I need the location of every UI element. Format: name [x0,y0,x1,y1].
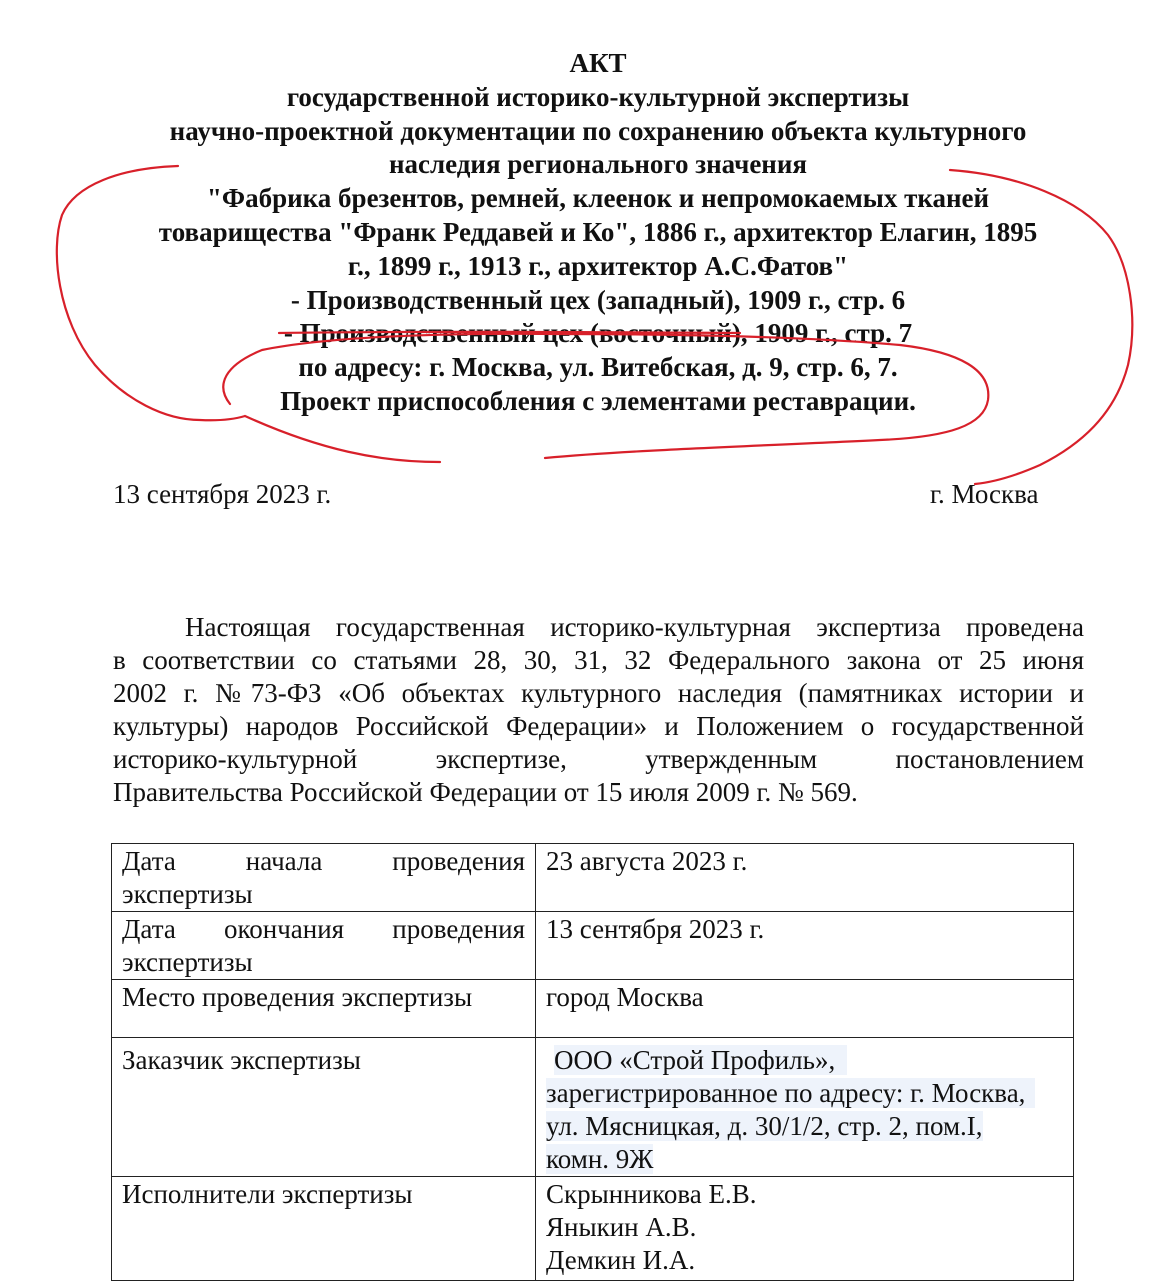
start-date-value: 23 августа 2023 г. [536,844,1074,912]
label-text: Дата начала проведения [122,846,525,876]
end-date-value: 13 сентября 2023 г. [536,912,1074,980]
title-line-project: Проект приспособления с элементами реставрации. [280,385,916,416]
act-title: АКТ [569,48,627,78]
customer-address: комн. 9Ж [546,1144,654,1174]
paragraph-line: культуры) народов Российской Федерации» и Положением о государственной [113,711,1084,741]
paragraph-line: 2002 г. №73-ФЗ «Об объектах культурного наследия (памятниках истории и [113,678,1084,708]
customer-address: ул. Мясницкая, д. 30/1/2, стр. 2, пом.I, [546,1111,983,1141]
label-text: Дата окончания проведения [122,914,525,944]
end-date-label [112,912,536,980]
title-line: г., 1899 г., 1913 г., архитектор А.С.Фатов" [347,250,849,281]
paragraph-line: в соответствии со статьями 28, 30, 31, 32 Федерального закона от 25 июня [113,645,1084,675]
table-row [112,1038,1074,1177]
paragraph-line: Настоящая государственная историко-культурная экспертиза проведена [185,612,1084,642]
title-line: государственной историко-культурной экспертизы [286,81,910,112]
expertise-info-table [111,843,1074,1281]
place-value: город Москва [536,980,1074,1038]
title-line: товарищества "Франк Реддавей и Ко", 1886 г., архитектор Елагин, 1895 [158,216,1038,247]
document-city: г. Москва [930,479,1039,509]
title-line: наследия регионального значения [388,149,808,180]
start-date-label [112,844,536,912]
document-title-block [60,47,1136,419]
intro-paragraph [113,611,1084,809]
table-row [112,844,1074,912]
executor-name: Демкин И.А. [546,1245,696,1275]
label-text: Исполнители экспертизы [122,1179,413,1209]
label-text: экспертизы [122,947,253,977]
label-text: экспертизы [122,879,253,909]
executors-label [112,1177,536,1281]
place-label: Место проведения экспертизы [112,980,536,1038]
table-row [112,1177,1074,1281]
title-line: "Фабрика брезентов, ремней, клеенок и непромокаемых тканей [206,183,990,214]
executors-value [536,1177,1074,1281]
customer-name: ООО «Строй Профиль», [554,1045,847,1075]
executor-name: Яныкин А.В. [546,1212,697,1242]
table-row [112,980,1074,1038]
customer-address: зарегистрированное по адресу: г. Москва, [546,1078,1035,1108]
title-line: - Производственный цех (западный), 1909 г., стр. 6 [290,284,906,315]
executor-name: Скрынникова Е.В. [546,1179,757,1209]
paragraph-line: Правительства Российской Федерации от 15 июля 2009 г. № 569. [113,777,858,807]
label-text: Заказчик экспертизы [122,1045,361,1075]
paragraph-line: историко-культурной экспертизе, утвержденным постановлением [113,744,1084,774]
customer-value [536,1038,1074,1177]
document-date: 13 сентября 2023 г. [113,479,332,509]
title-line: научно-проектной документации по сохранению объекта культурного [169,115,1027,146]
customer-label [112,1038,536,1177]
title-line-struck: - Производственный цех (восточный), 1909 г., стр. 7 [283,318,913,349]
title-line-address: по адресу: г. Москва, ул. Витебская, д. 9, стр. 6, 7. [298,352,898,383]
table-row [112,912,1074,980]
